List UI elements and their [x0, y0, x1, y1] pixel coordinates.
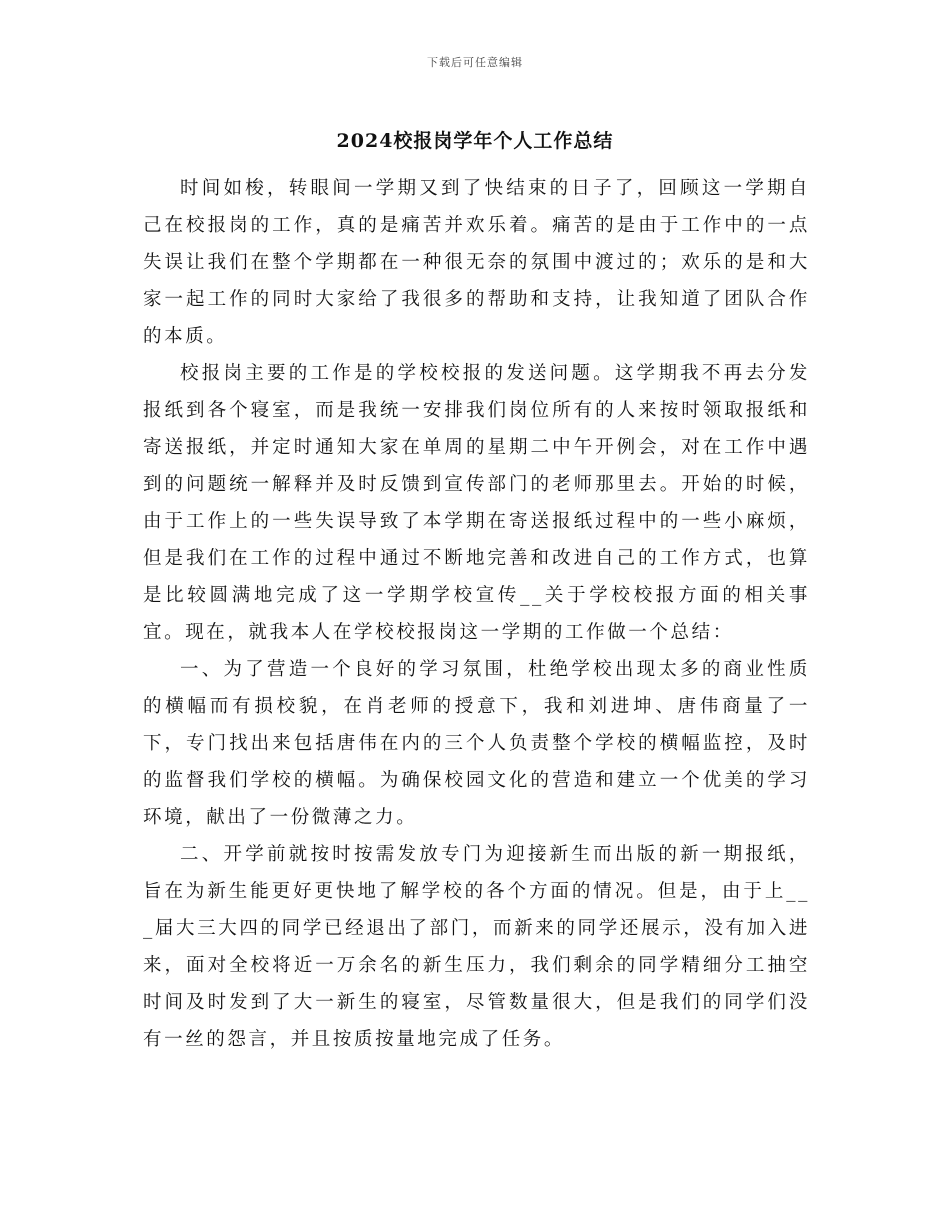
paragraph: 一、为了营造一个良好的学习氛围，杜绝学校出现太多的商业性质的横幅而有损校貌，在肖老师的授意下，我和刘进坤、唐伟商量了一下，专门找出来包括唐伟在内的三个人负责整个学校的横幅监控，及时的监督我们学校的横幅。为确保校园文化的营造和建立一个优美的学习环境，献出了一份微薄之力。 [143, 659, 810, 828]
paragraph: 时间如梭，转眼间一学期又到了快结束的日子了，回顾这一学期自己在校报岗的工作，真的是痛苦并欢乐着。痛苦的是由于工作中的一点失误让我们在整个学期都在一种很无奈的氛围中渡过的；欢乐的是和大家一起工作的同时大家给了我很多的帮助和支持，让我知道了团队合作的本质。 [143, 178, 810, 347]
paragraph: 二、开学前就按时按需发放专门为迎接新生而出版的新一期报纸，旨在为新生能更好更快地了解学校的各个方面的情况。但是，由于上___届大三大四的同学已经退出了部门，而新来的同学还展示，没有加入进来，面对全校将近一万余名的新生压力，我们剩余的同学精细分工抽空时间及时发到了大一新生的寝室，尽管数量很大，但是我们的同学们没有一丝的怨言，并且按质按量地完成了任务。 [143, 844, 810, 1050]
paragraph: 校报岗主要的工作是的学校校报的发送问题。这学期我不再去分发报纸到各个寝室，而是我统一安排我们岗位所有的人来按时领取报纸和寄送报纸，并定时通知大家在单周的星期二中午开例会，对在工作中遇到的问题统一解释并及时反馈到宣传部门的老师那里去。开始的时候，由于工作上的一些失误导致了本学期在寄送报纸过程中的一些小麻烦，但是我们在工作的过程中通过不断地完善和改进自己的工作方式，也算是比较圆满地完成了这一学期学校宣传__关于学校校报方面的相关事宜。现在，就我本人在学校校报岗这一学期的工作做一个总结： [143, 363, 810, 643]
header-note: 下载后可任意编辑 [427, 56, 523, 69]
document-body [143, 170, 810, 1058]
document-title: 2024校报岗学年个人工作总结 [336, 130, 614, 152]
